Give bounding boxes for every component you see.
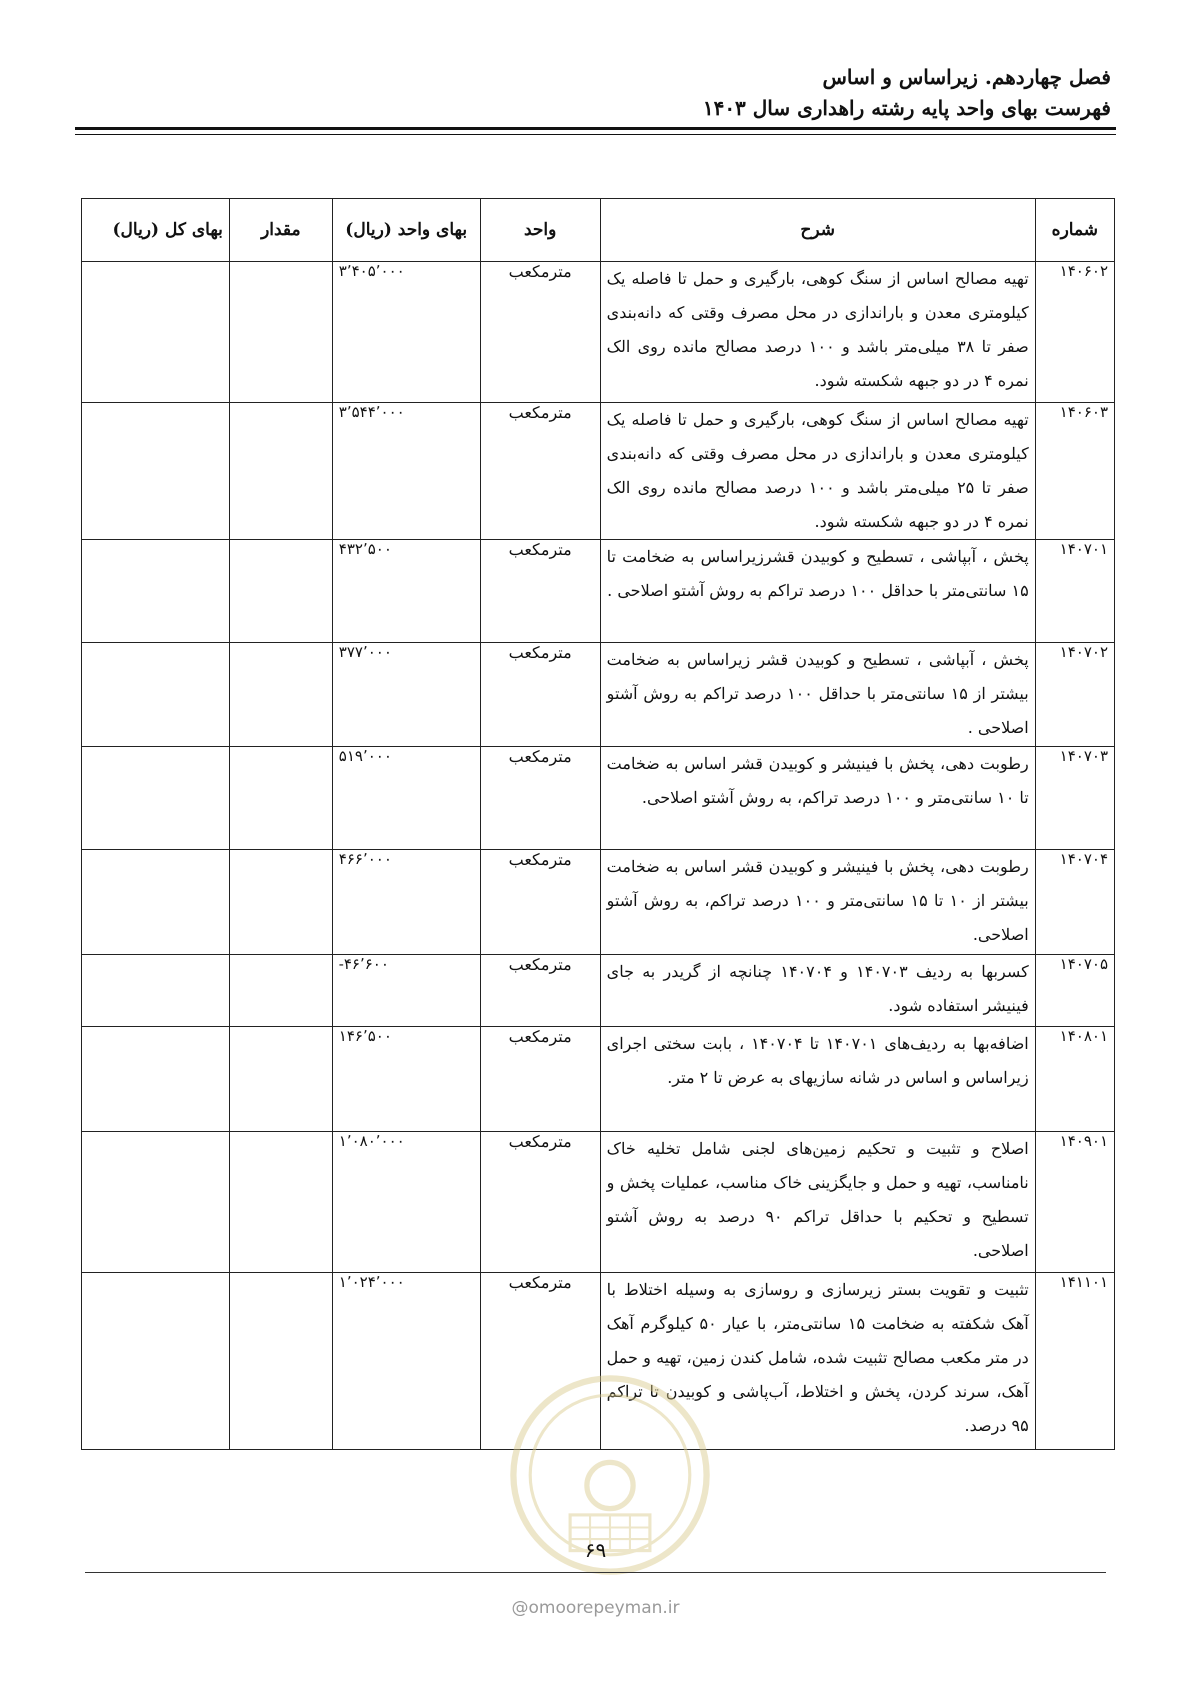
item-total-price xyxy=(82,540,230,643)
item-unit: مترمکعب xyxy=(480,1132,600,1273)
table-row xyxy=(82,403,1115,540)
table-body xyxy=(82,262,1115,1450)
table-header xyxy=(82,199,1115,262)
item-description: کسربها به ردیف ۱۴۰۷۰۳ و ۱۴۰۷۰۴ چنانچه از گریدر به جای فینیشر استفاده شود. xyxy=(600,955,1035,1027)
item-unit-price: ۳٬۴۰۵٬۰۰۰ xyxy=(332,262,480,403)
column-header-code: شماره xyxy=(1035,199,1114,262)
table-row xyxy=(82,1132,1115,1273)
item-quantity xyxy=(229,262,332,403)
item-unit-price: -۴۶٬۶۰۰ xyxy=(332,955,480,1027)
item-description: تهیه مصالح اساس از سنگ کوهی، بارگیری و حمل تا فاصله یک کیلومتری معدن و باراندازی در محل مصرف وقتی که دانه‌بندی صفر تا ۳۸ میلی‌متر باشد و ۱۰۰ درصد مصالح مانده روی الک نمره ۴ در دو جبهه شکسته شود. xyxy=(600,262,1035,403)
item-unit: مترمکعب xyxy=(480,1273,600,1450)
item-total-price xyxy=(82,850,230,955)
item-unit-price: ۴۳۲٬۵۰۰ xyxy=(332,540,480,643)
item-code: ۱۴۱۱۰۱ xyxy=(1035,1273,1114,1450)
table-row xyxy=(82,262,1115,403)
item-code: ۱۴۰۶۰۳ xyxy=(1035,403,1114,540)
item-quantity xyxy=(229,403,332,540)
table-row xyxy=(82,850,1115,955)
footer-rule xyxy=(85,1572,1106,1573)
item-total-price xyxy=(82,1273,230,1450)
table-row xyxy=(82,643,1115,747)
item-quantity xyxy=(229,850,332,955)
price-table xyxy=(81,198,1115,1450)
item-quantity xyxy=(229,643,332,747)
table-header-row xyxy=(82,199,1115,262)
chapter-title: فصل چهاردهم. زیراساس و اساس xyxy=(822,65,1111,89)
column-header-description: شرح xyxy=(600,199,1035,262)
item-total-price xyxy=(82,1132,230,1273)
item-total-price xyxy=(82,1027,230,1132)
item-unit: مترمکعب xyxy=(480,850,600,955)
item-unit: مترمکعب xyxy=(480,955,600,1027)
item-total-price xyxy=(82,403,230,540)
item-description: پخش ، آبپاشی ، تسطیح و کوبیدن قشرزیراساس به ضخامت تا ۱۵ سانتی‌متر با حداقل ۱۰۰ درصد تراکم به روش آشتو اصلاحی . xyxy=(600,540,1035,643)
item-description: رطوبت دهی، پخش با فینیشر و کوبیدن قشر اساس به ضخامت تا ۱۰ سانتی‌متر و ۱۰۰ درصد تراکم، به روش آشتو اصلاحی. xyxy=(600,747,1035,850)
item-quantity xyxy=(229,747,332,850)
item-quantity xyxy=(229,1132,332,1273)
item-unit-price: ۵۱۹٬۰۰۰ xyxy=(332,747,480,850)
item-description: پخش ، آبپاشی ، تسطیح و کوبیدن قشر زیراساس به ضخامت بیشتر از ۱۵ سانتی‌متر با حداقل ۱۰۰ درصد تراکم به روش آشتو اصلاحی . xyxy=(600,643,1035,747)
item-total-price xyxy=(82,643,230,747)
item-quantity xyxy=(229,1273,332,1450)
item-unit: مترمکعب xyxy=(480,403,600,540)
item-total-price xyxy=(82,262,230,403)
item-description: اصلاح و تثبیت و تحکیم زمین‌های لجنی شامل تخلیه خاک نامناسب، تهیه و حمل و جایگزینی خاک مناسب، عملیات پخش و تسطیح و تحکیم با حداقل تراکم ۹۰ درصد به روش آشتو اصلاحی. xyxy=(600,1132,1035,1273)
header-rule-thick xyxy=(75,127,1116,130)
column-header-unit-price: بهای واحد (ریال) xyxy=(332,199,480,262)
item-total-price xyxy=(82,747,230,850)
page-number: ۶۹ xyxy=(584,1538,607,1562)
item-code: ۱۴۰۸۰۱ xyxy=(1035,1027,1114,1132)
item-unit-price: ۱۴۶٬۵۰۰ xyxy=(332,1027,480,1132)
column-header-total-price: بهای کل (ریال) xyxy=(82,199,230,262)
item-unit-price: ۱٬۰۲۴٬۰۰۰ xyxy=(332,1273,480,1450)
item-unit: مترمکعب xyxy=(480,643,600,747)
item-quantity xyxy=(229,540,332,643)
item-code: ۱۴۰۶۰۲ xyxy=(1035,262,1114,403)
item-unit: مترمکعب xyxy=(480,747,600,850)
item-description: اضافه‌بها به ردیف‌های ۱۴۰۷۰۱ تا ۱۴۰۷۰۴ ، بابت سختی اجرای زیراساس و اساس در شانه سازیهای به عرض تا ۲ متر. xyxy=(600,1027,1035,1132)
item-code: ۱۴۰۹۰۱ xyxy=(1035,1132,1114,1273)
item-code: ۱۴۰۷۰۴ xyxy=(1035,850,1114,955)
item-code: ۱۴۰۷۰۳ xyxy=(1035,747,1114,850)
item-unit-price: ۱٬۰۸۰٬۰۰۰ xyxy=(332,1132,480,1273)
column-header-quantity: مقدار xyxy=(229,199,332,262)
item-unit: مترمکعب xyxy=(480,262,600,403)
item-description: تهیه مصالح اساس از سنگ کوهی، بارگیری و حمل تا فاصله یک کیلومتری معدن و باراندازی در محل مصرف وقتی که دانه‌بندی صفر تا ۲۵ میلی‌متر باشد و ۱۰۰ درصد مصالح مانده روی الک نمره ۴ در دو جبهه شکسته شود. xyxy=(600,403,1035,540)
item-unit: مترمکعب xyxy=(480,1027,600,1132)
item-code: ۱۴۰۷۰۲ xyxy=(1035,643,1114,747)
item-code: ۱۴۰۷۰۵ xyxy=(1035,955,1114,1027)
item-unit-price: ۴۶۶٬۰۰۰ xyxy=(332,850,480,955)
item-unit-price: ۳٬۵۴۴٬۰۰۰ xyxy=(332,403,480,540)
item-total-price xyxy=(82,955,230,1027)
catalog-title: فهرست بهای واحد پایه رشته راهداری سال ۱۴۰۳ xyxy=(702,96,1111,120)
item-description: رطوبت دهی، پخش با فینیشر و کوبیدن قشر اساس به ضخامت بیشتر از ۱۰ تا ۱۵ سانتی‌متر و ۱۰۰ درصد تراکم، به روش آشتو اصلاحی. xyxy=(600,850,1035,955)
header-rule-thin xyxy=(75,134,1116,135)
site-watermark: @omoorepeyman.ir xyxy=(511,1598,680,1618)
table-row xyxy=(82,1027,1115,1132)
item-description: تثبیت و تقویت بستر زیرسازی و روسازی به وسیله اختلاط با آهک شکفته به ضخامت ۱۵ سانتی‌متر، با عیار ۵۰ کیلوگرم آهک در متر مکعب مصالح تثبیت شده، شامل کندن زمین، تهیه و حمل آهک، سرند کردن، پخش و اختلاط، آب‌پاشی و کوبیدن تا تراکم ۹۵ درصد. xyxy=(600,1273,1035,1450)
page-header xyxy=(80,62,1111,124)
item-quantity xyxy=(229,955,332,1027)
item-quantity xyxy=(229,1027,332,1132)
column-header-unit: واحد xyxy=(480,199,600,262)
item-unit-price: ۳۷۷٬۰۰۰ xyxy=(332,643,480,747)
item-unit: مترمکعب xyxy=(480,540,600,643)
table-row xyxy=(82,747,1115,850)
table-row xyxy=(82,955,1115,1027)
table-row xyxy=(82,540,1115,643)
item-code: ۱۴۰۷۰۱ xyxy=(1035,540,1114,643)
